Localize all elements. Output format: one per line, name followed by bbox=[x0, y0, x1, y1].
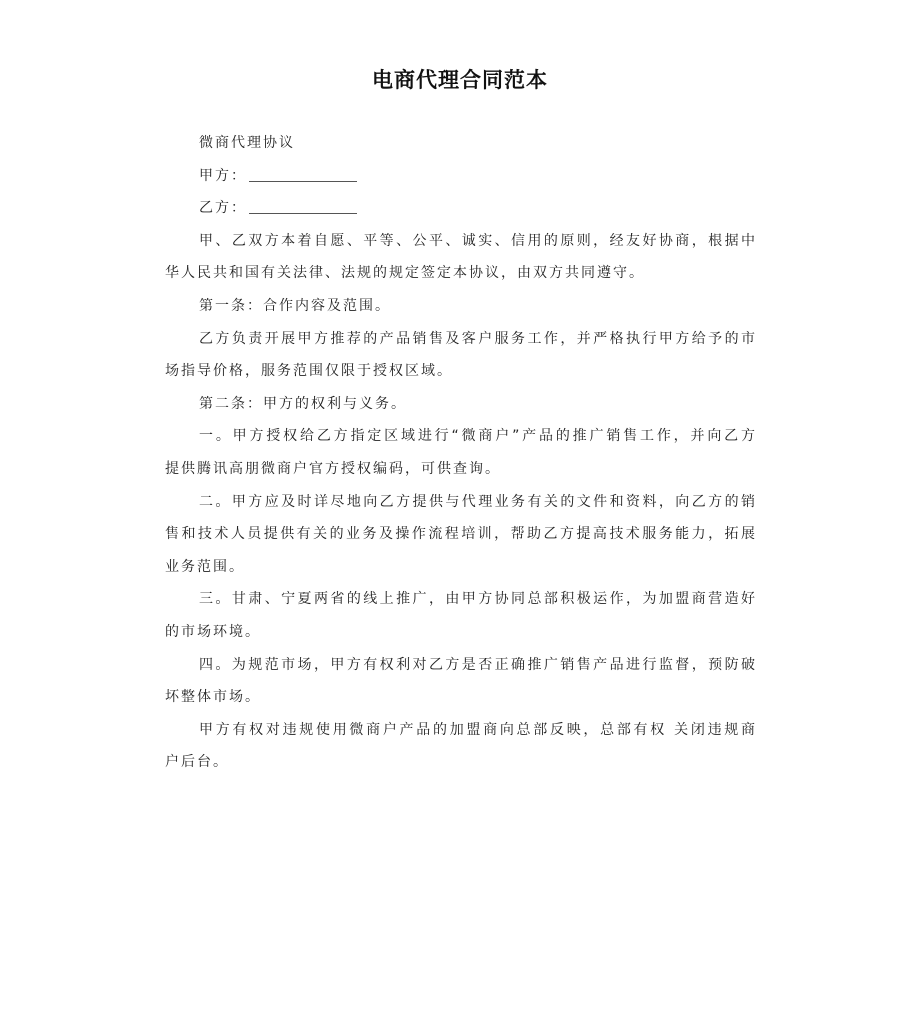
paragraph-line: 售和技术人员提供有关的业务及操作流程培训，帮助乙方提高技术服务能力，拓展 bbox=[165, 526, 757, 543]
article-heading: 第二条：甲方的权利与义务。 bbox=[199, 395, 407, 412]
paragraph-line: 提供腾讯高朋微商户官方授权编码，可供查询。 bbox=[165, 460, 501, 477]
paragraph-line: 户后台。 bbox=[165, 754, 229, 771]
paragraph-line: 一。甲方授权给乙方指定区域进行“微商户”产品的推广销售工作，并向乙方 bbox=[199, 428, 757, 445]
article-heading: 第一条：合作内容及范围。 bbox=[199, 297, 391, 314]
paragraph-line: 坏整体市场。 bbox=[165, 689, 261, 706]
paragraph-line: 华人民共和国有关法律、法规的规定签定本协议，由双方共同遵守。 bbox=[165, 265, 645, 282]
paragraph-line: 场指导价格，服务范围仅限于授权区域。 bbox=[165, 363, 453, 380]
document-title: 电商代理合同范本 bbox=[372, 68, 548, 92]
party-b-label: 乙方： bbox=[199, 200, 247, 217]
paragraph-line: 三。甘肃、宁夏两省的线上推广，由甲方协同总部积极运作，为加盟商营造好 bbox=[199, 591, 757, 608]
paragraph-line: 甲、乙双方本着自愿、平等、公平、诚实、信用的原则，经友好协商，根据中 bbox=[199, 232, 757, 249]
party-a-line bbox=[165, 160, 757, 193]
paragraph-line: 业务范围。 bbox=[165, 558, 245, 575]
paragraph-line: 四。为规范市场，甲方有权利对乙方是否正确推广销售产品进行监督，预防破 bbox=[199, 656, 757, 673]
document-body bbox=[165, 127, 757, 779]
party-b-line bbox=[165, 192, 757, 225]
subtitle-line: 微商代理协议 bbox=[199, 135, 295, 151]
party-b-blank bbox=[249, 199, 357, 214]
paragraph-line: 二。甲方应及时详尽地向乙方提供与代理业务有关的文件和资料，向乙方的销 bbox=[199, 493, 757, 510]
paragraph-line: 乙方负责开展甲方推荐的产品销售及客户服务工作，并严格执行甲方给予的市 bbox=[199, 330, 757, 347]
party-a-blank bbox=[249, 167, 357, 182]
paragraph-line: 甲方有权对违规使用微商户产品的加盟商向总部反映，总部有权 关闭违规商 bbox=[199, 721, 757, 738]
paragraph-line: 的市场环境。 bbox=[165, 623, 261, 640]
party-a-label: 甲方： bbox=[199, 167, 247, 184]
